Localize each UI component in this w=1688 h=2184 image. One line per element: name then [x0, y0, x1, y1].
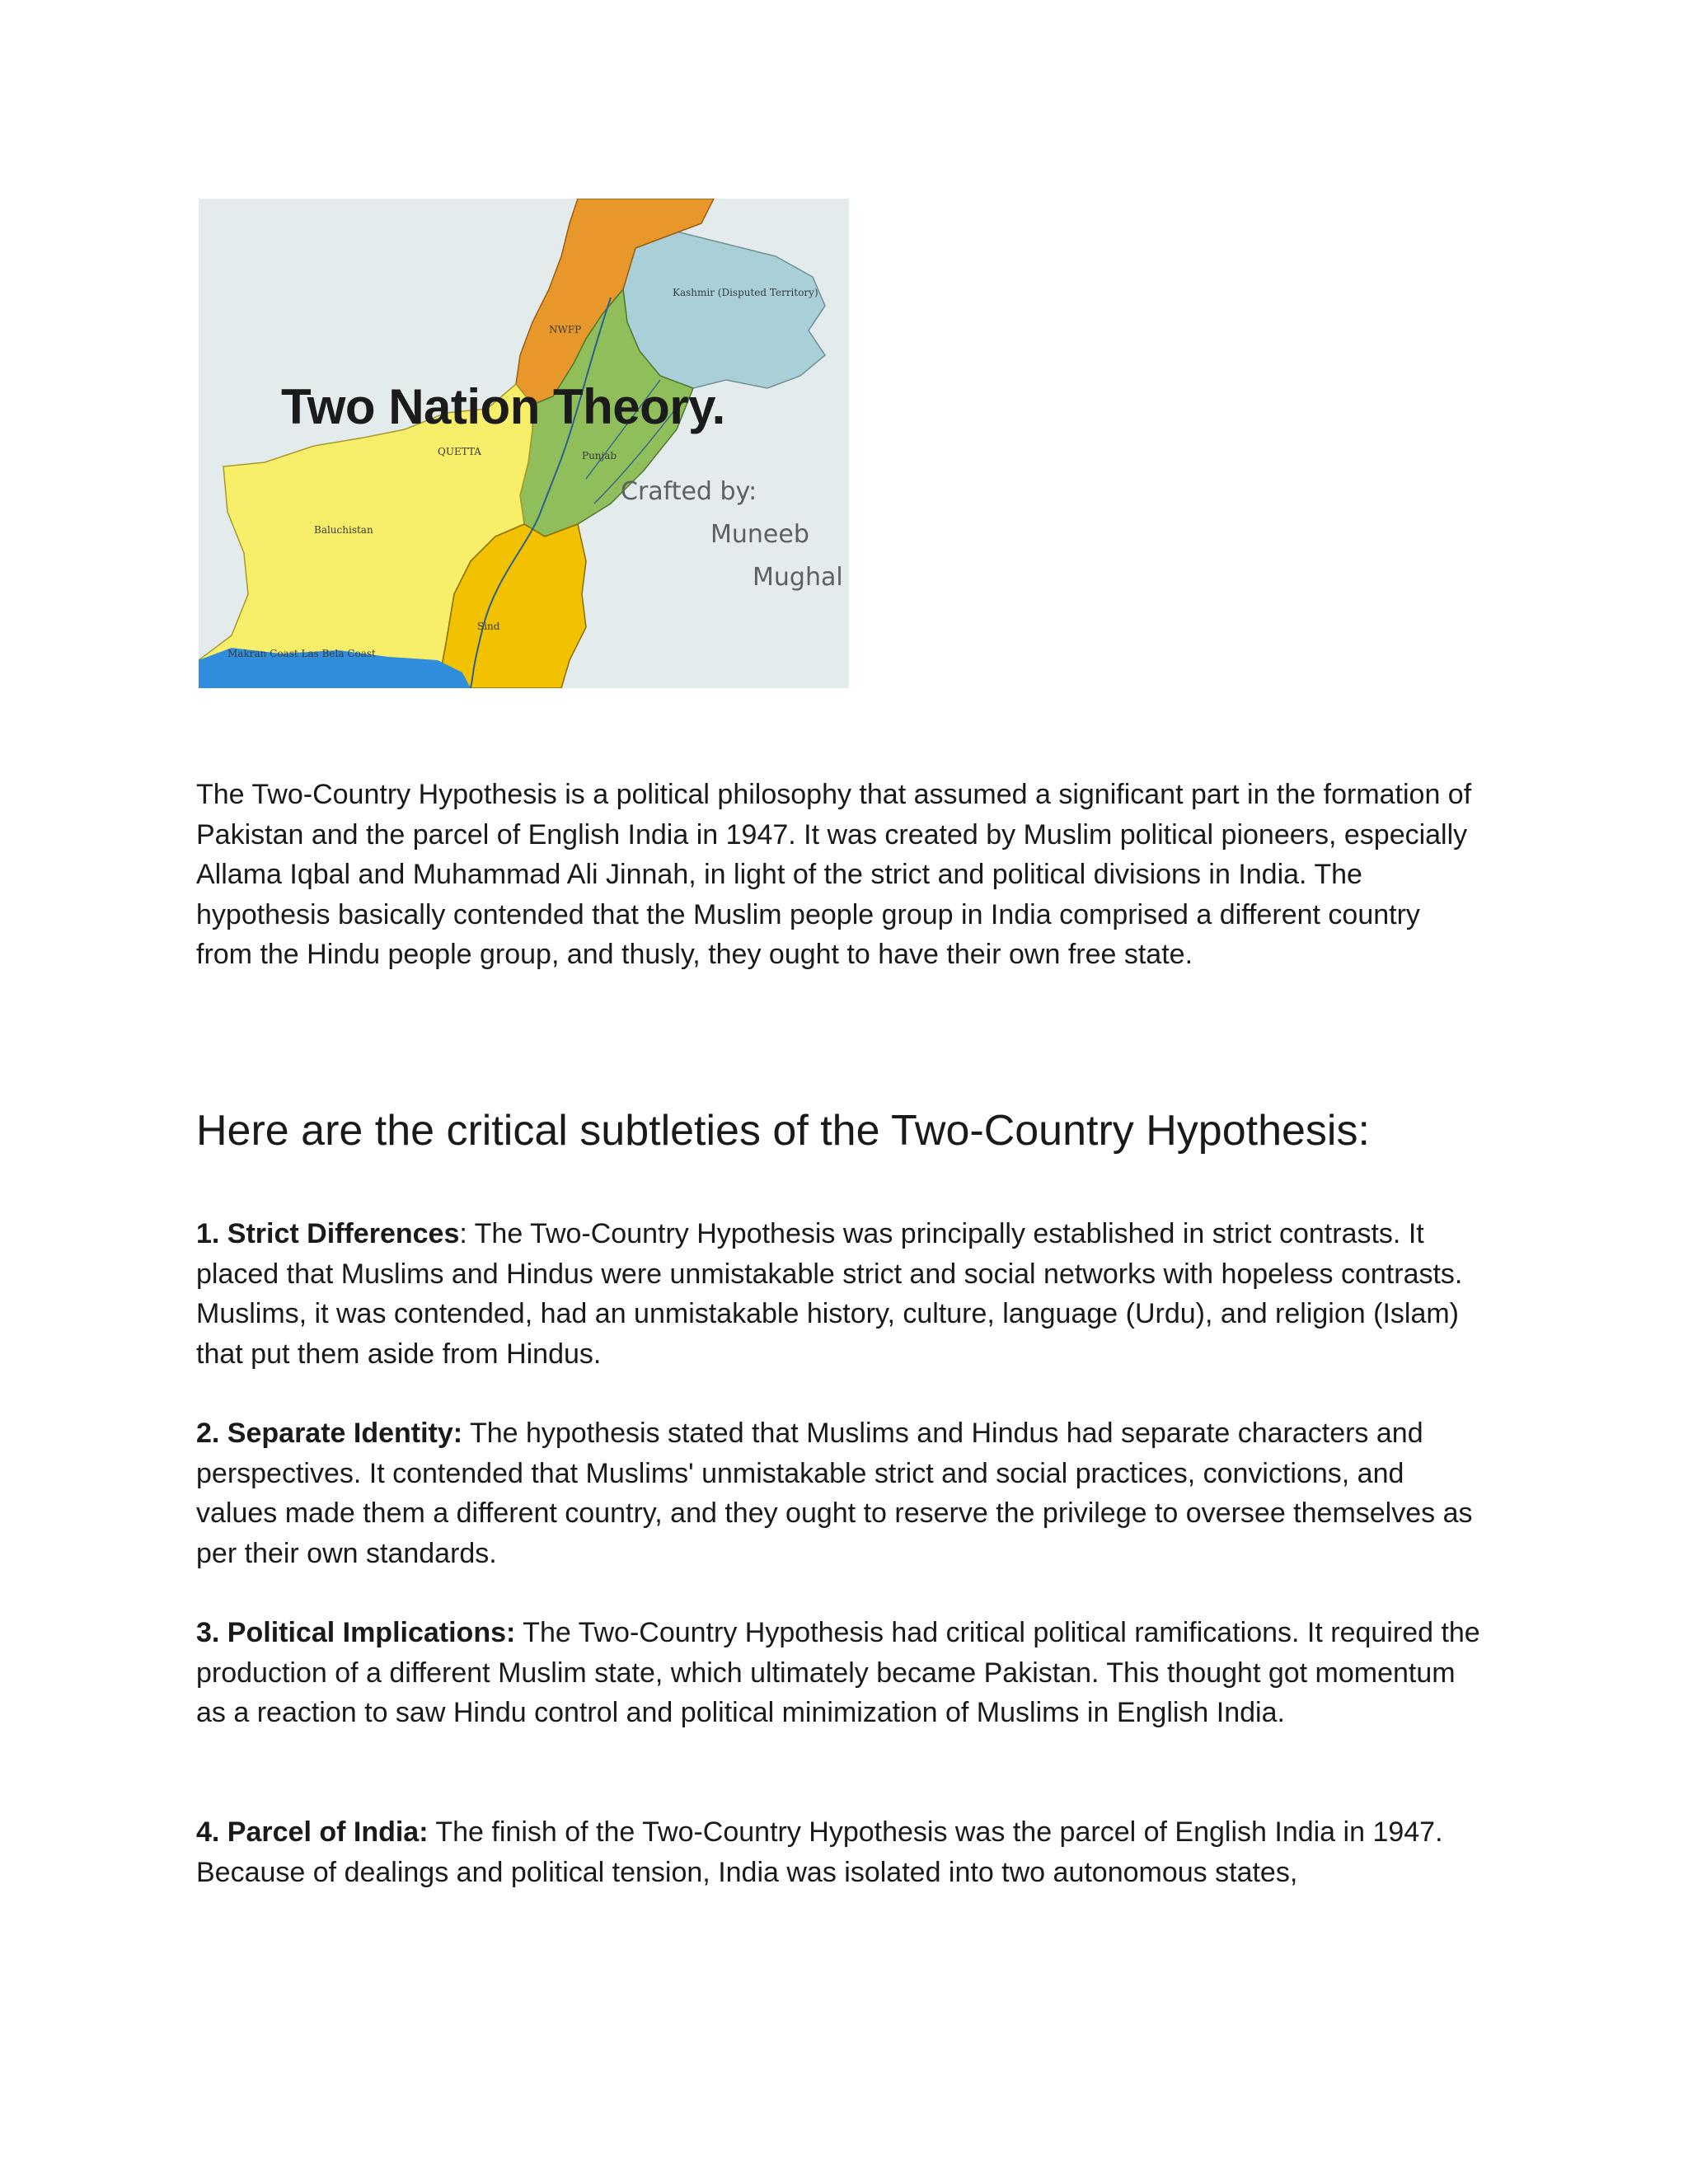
map-credit-label: Crafted by:	[621, 477, 757, 506]
two-nation-theory-map-image	[199, 199, 849, 688]
coast-label: Makran Coast Las Bela Coast	[227, 648, 376, 659]
point-text: The finish of the Two-Country Hypothesis was the parcel of English India in 1947. Because of dealings and political tension, India was isolated into two autonomous states,	[196, 1816, 1443, 1888]
point-separator	[462, 1418, 470, 1449]
point-title: 3. Political Implications:	[196, 1617, 516, 1648]
map-title: Two Nation Theory.	[281, 379, 725, 434]
point-separator	[515, 1617, 523, 1648]
kashmir-label: Kashmir (Disputed Territory)	[673, 287, 818, 298]
punjab-label: Punjab	[582, 450, 617, 462]
point-text: The Two-Country Hypothesis was principally established in strict contrasts. It placed that Muslims and Hindus were unmistakable strict and social networks with hopeless contrasts. Muslims, it was contended, had an unmistakable history, culture, language (Urdu), and religion (Islam) that put them aside from Hindus.	[196, 1218, 1463, 1370]
point-strict-differences	[196, 1214, 1482, 1374]
point-title: 1. Strict Differences	[196, 1218, 460, 1249]
point-separator: :	[459, 1218, 475, 1249]
baluchistan-label: Baluchistan	[314, 524, 373, 536]
point-title: 2. Separate Identity:	[196, 1418, 463, 1449]
point-separate-identity	[196, 1413, 1482, 1573]
pakistan-map-graphic	[199, 199, 849, 688]
sind-label: Sind	[477, 621, 500, 632]
point-text: The Two-Country Hypothesis had critical political ramifications. It required the production of a different Muslim state, which ultimately became Pakistan. This thought got momentum as a reaction to saw Hindu control and political minimization of Muslims in English India.	[196, 1617, 1480, 1728]
point-political-implications	[196, 1613, 1482, 1733]
section-heading: Here are the critical subtleties of the Two-Country Hypothesis:	[196, 1107, 1370, 1155]
nwfp-label: NWFP	[549, 324, 582, 335]
quetta-label: QUETTA	[438, 446, 481, 457]
intro-paragraph: The Two-Country Hypothesis is a political philosophy that assumed a significant part in the formation of Pakistan and the parcel of English India in 1947. It was created by Muslim political pioneers, especially Allama Iqbal and Muhammad Ali Jinnah, in light of the strict and political divisions in India. The hypothesis basically contended that the Muslim people group in India comprised a different country from the Hindu people group, and thusly, they ought to have their own free state.	[196, 779, 1472, 970]
point-parcel-of-india	[196, 1812, 1482, 1892]
map-credit-name-last: Mughal	[753, 563, 843, 592]
map-credit-name-first: Muneeb	[710, 520, 809, 549]
point-text: The hypothesis stated that Muslims and Hindus had separate characters and perspectives. It contended that Muslims' unmistakable strict and social practices, convictions, and values made them a different country, and they ought to reserve the privilege to oversee themselves as per their own standards.	[196, 1418, 1473, 1569]
point-title: 4. Parcel of India:	[196, 1816, 429, 1848]
